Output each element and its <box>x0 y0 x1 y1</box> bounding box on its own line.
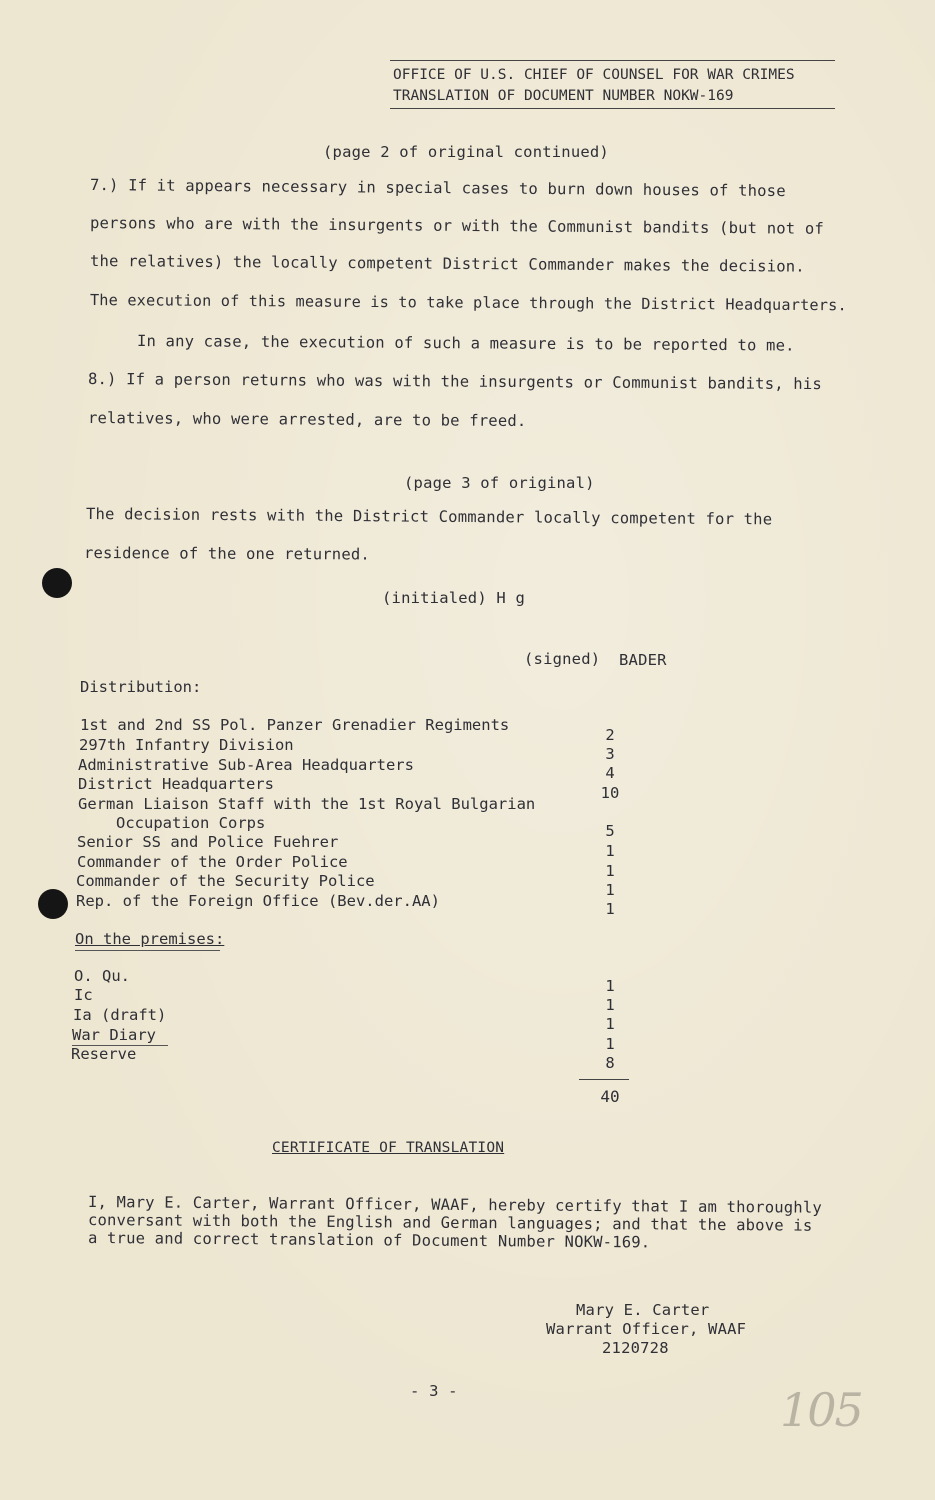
premises-item-1: O. Qu. <box>74 967 130 985</box>
signature-number: 2120728 <box>602 1339 669 1357</box>
para8-line2: relatives, who were arrested, are to be freed. <box>87 409 527 431</box>
para7-line4: The execution of this measure is to take place through the District Headquarters. <box>89 291 847 315</box>
dist-count-8: 1 <box>605 881 615 899</box>
header-translation: TRANSLATION OF DOCUMENT NUMBER NOKW-169 <box>393 88 734 104</box>
dist-item-1: 1st and 2nd SS Pol. Panzer Grenadier Regiments <box>80 716 510 734</box>
document-header <box>390 60 835 109</box>
dist-item-2: 297th Infantry Division <box>79 736 294 754</box>
premises-count-1: 1 <box>605 977 615 995</box>
premises-count-3: 1 <box>605 1015 615 1033</box>
page2-heading: (page 2 of original continued) <box>323 143 609 161</box>
handwritten-folio: 105 <box>780 1383 862 1437</box>
total-rule <box>579 1079 629 1080</box>
punch-hole-top <box>42 568 72 598</box>
decision-line2: residence of the one returned. <box>83 544 371 564</box>
para7-line1: 7.) If it appears necessary in special cases to burn down houses of those <box>89 176 786 201</box>
para7-line2: persons who are with the insurgents or with the Communist bandits (but not of <box>89 214 825 238</box>
signature-name: Mary E. Carter <box>576 1301 710 1319</box>
para8-line1: 8.) If a person returns who was with the insurgents or Communist bandits, his <box>87 370 822 394</box>
header-bottom-rule <box>390 108 835 109</box>
dist-item-8: Commander of the Security Police <box>76 872 375 890</box>
dist-item-5: German Liaison Staff with the 1st Royal Bulgarian <box>78 795 536 813</box>
certificate-line2: conversant with both the English and German languages; and that the above is <box>87 1211 813 1235</box>
dist-count-7: 1 <box>605 862 615 880</box>
premises-item-5: Reserve <box>71 1045 137 1063</box>
dist-count-9: 1 <box>605 900 615 918</box>
page3-heading: (page 3 of original) <box>404 474 595 492</box>
certificate-line1: I, Mary E. Carter, Warrant Officer, WAAF, hereby certify that I am thoroughly <box>87 1193 823 1217</box>
distribution-heading: Distribution: <box>80 678 202 696</box>
dist-count-3: 4 <box>605 764 615 782</box>
certificate-heading: CERTIFICATE OF TRANSLATION <box>272 1140 505 1156</box>
premises-underline <box>75 950 220 951</box>
dist-count-2: 3 <box>605 745 615 763</box>
premises-item-2: Ic <box>74 986 93 1004</box>
dist-item-4: District Headquarters <box>78 775 274 793</box>
premises-item-3: Ia (draft) <box>73 1006 167 1024</box>
dist-item-5-cont: Occupation Corps <box>116 814 266 832</box>
signed-label: (signed) <box>524 650 601 668</box>
page-number: - 3 - <box>410 1382 458 1400</box>
signer-name: BADER <box>619 651 667 669</box>
distribution-total: 40 <box>600 1087 620 1106</box>
premises-count-5: 8 <box>605 1054 615 1072</box>
premises-count-4: 1 <box>605 1035 615 1053</box>
premises-item-4: War Diary <box>72 1026 156 1044</box>
dist-count-5: 5 <box>605 822 615 840</box>
dist-item-9: Rep. of the Foreign Office (Bev.der.AA) <box>76 892 440 910</box>
certificate-line3: a true and correct translation of Document Number NOKW-169. <box>87 1229 651 1252</box>
dist-count-4: 10 <box>600 784 620 802</box>
dist-item-7: Commander of the Order Police <box>77 853 348 871</box>
signature-rank: Warrant Officer, WAAF <box>546 1320 747 1338</box>
dist-item-3: Administrative Sub-Area Headquarters <box>78 756 414 774</box>
header-office: OFFICE OF U.S. CHIEF OF COUNSEL FOR WAR CRIMES <box>393 67 795 83</box>
decision-line1: The decision rests with the District Commander locally competent for the <box>85 505 773 529</box>
dist-count-1: 2 <box>605 726 615 744</box>
premises-heading: On the premises: <box>75 930 225 948</box>
para7-line5: In any case, the execution of such a measure is to be reported to me. <box>136 332 795 355</box>
para7-line3: the relatives) the locally competent District Commander makes the decision. <box>89 252 805 276</box>
premises-count-2: 1 <box>605 996 615 1014</box>
dist-count-6: 1 <box>605 842 615 860</box>
initialed-line: (initialed) H g <box>382 589 525 607</box>
punch-hole-bottom <box>38 889 68 919</box>
dist-item-6: Senior SS and Police Fuehrer <box>77 833 339 851</box>
